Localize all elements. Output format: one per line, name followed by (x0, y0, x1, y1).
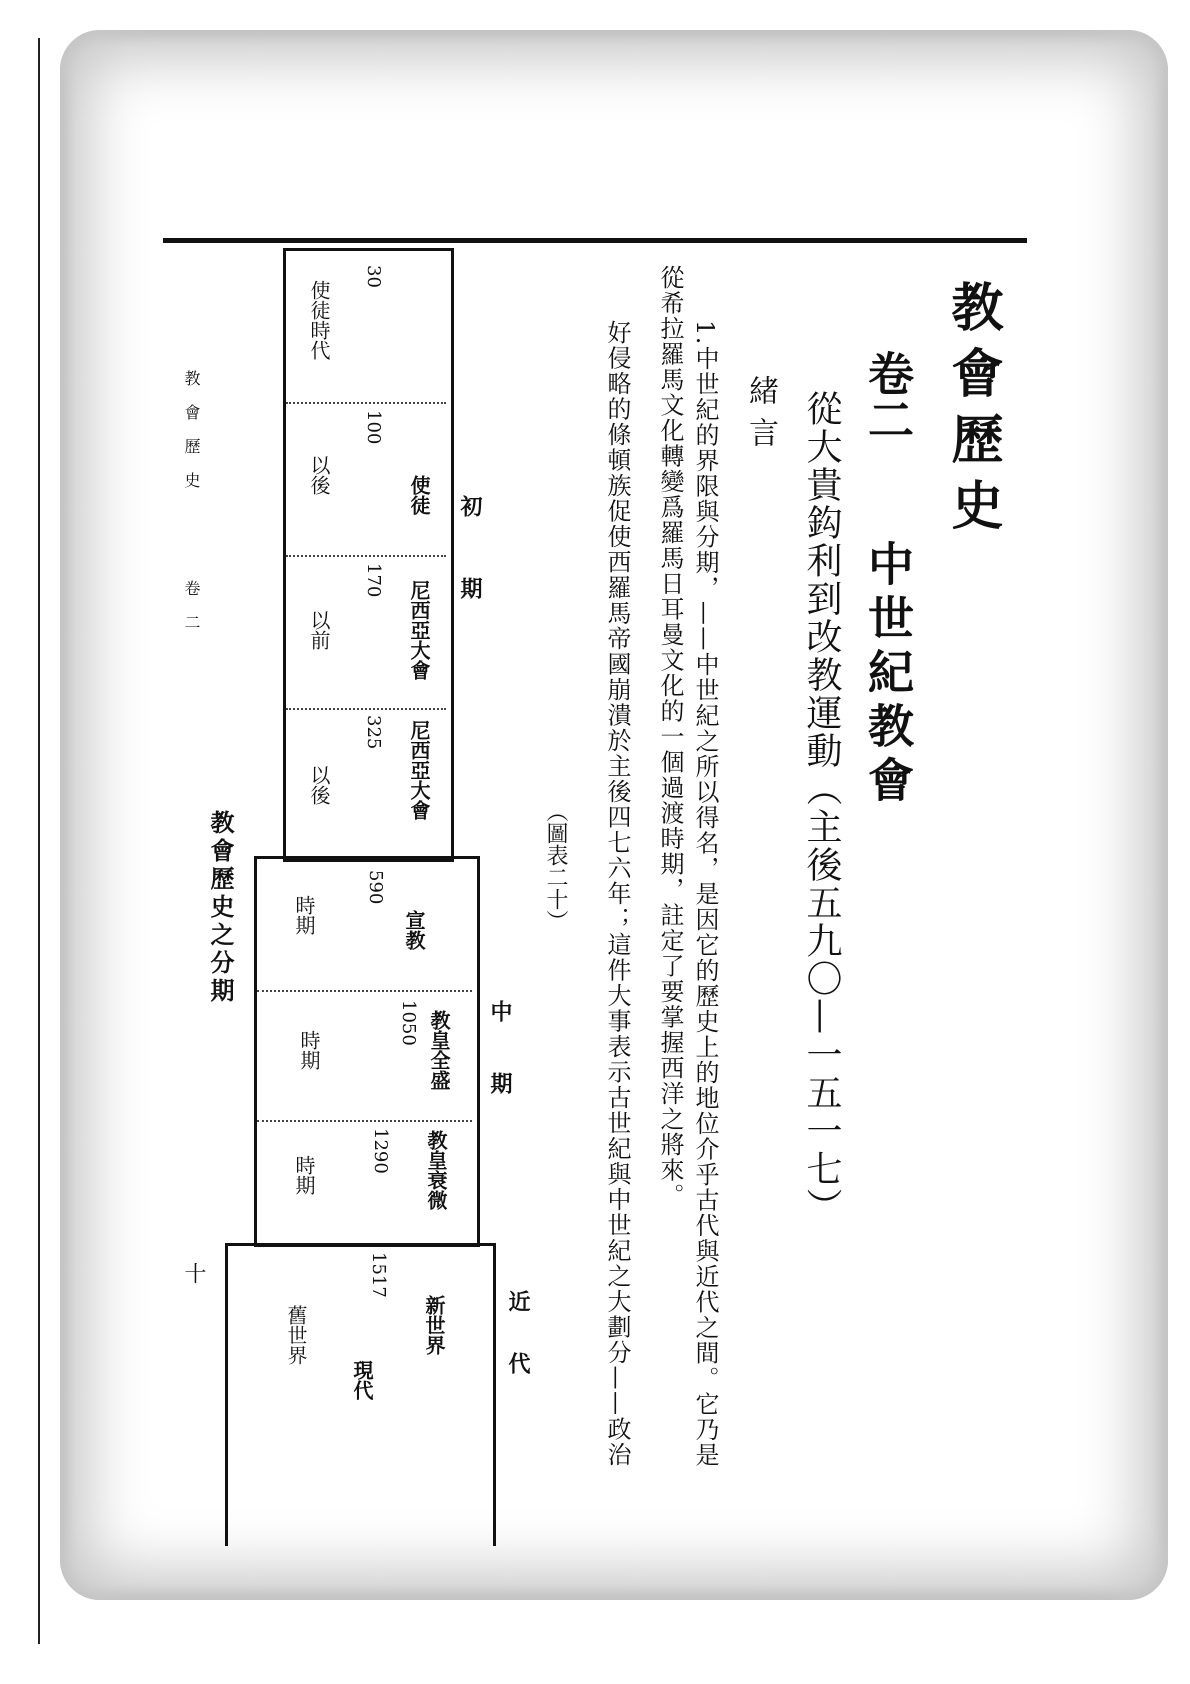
cell-top-label: 教皇全盛 (427, 1010, 451, 1090)
running-footer-volume: 卷二 (182, 580, 201, 648)
period-label-modern: 近代 (505, 1290, 531, 1414)
cell-bottom-label: 時期 (292, 895, 316, 935)
left-frame-line (38, 38, 40, 1644)
year-label: 1517 (368, 1252, 389, 1298)
period-box-modern (225, 1243, 496, 1546)
cell-bottom-label: 以後 (307, 765, 331, 805)
main-title: 教會歷史 (942, 280, 1003, 544)
divider (257, 990, 472, 992)
cell-bottom-label: 以前 (307, 610, 331, 650)
year-label: 1050 (398, 1000, 419, 1046)
cell-top-label: 新世界 (422, 1295, 446, 1355)
divider (286, 555, 446, 557)
year-label: 325 (363, 715, 384, 750)
cell-bottom-label: 時期 (292, 1155, 316, 1195)
section-heading: 緒言 (743, 375, 778, 459)
divider (286, 402, 446, 404)
divider (286, 708, 446, 710)
body-line-1: 1.中世紀的界限與分期，——中世紀之所以得名，是因它的歷史上的地位介乎古代與近代之間。它乃是 (691, 320, 719, 1468)
cell-top-label: 尼西亞大會 (407, 720, 431, 820)
figure-reference: （圖表二十） (543, 800, 568, 932)
label-modern-era: 現代 (350, 1360, 374, 1400)
period-label-middle: 中期 (487, 1000, 513, 1144)
running-footer-title: 教會歷史 (182, 370, 201, 506)
period-label-early: 初期 (457, 495, 483, 659)
volume-label: 卷二 (861, 350, 915, 442)
chapter-subtitle: 從大貴鈎利到改教運動（主後五九〇—一五一七） (801, 390, 842, 1226)
year-label: 100 (363, 410, 384, 445)
divider (257, 1120, 472, 1122)
cell-top-label: 使徒 (407, 475, 431, 515)
body-line-3: 好侵略的條頓族促使西羅馬帝國崩潰於主後四七六年；這件大事表示古世紀與中世紀之大劃分——政治 (603, 320, 631, 1468)
year-label: 170 (363, 563, 384, 598)
body-line-2: 從希拉羅馬文化轉變爲羅馬日耳曼文化的一個過渡時期，註定了要掌握西洋之將來。 (656, 265, 684, 1209)
cell-top-label: 宣教 (402, 910, 426, 950)
cell-bottom-label: 使徒時代 (307, 280, 331, 360)
year-label: 1290 (370, 1128, 391, 1174)
cell-top-label: 教皇衰微 (424, 1130, 448, 1210)
chapter-title: 中世紀教會 (861, 540, 915, 810)
figure-caption: 教會歷史之分期 (206, 810, 235, 1006)
cell-bottom-label: 時期 (297, 1030, 321, 1070)
cell-top-label: 尼西亞大會 (407, 580, 431, 680)
page-number: 十 (181, 1262, 206, 1284)
year-label: 30 (363, 265, 384, 288)
cell-bottom-label: 舊世界 (284, 1305, 308, 1365)
cell-bottom-label: 以後 (307, 455, 331, 495)
year-label: 590 (365, 870, 386, 905)
header-rule (163, 238, 1027, 243)
